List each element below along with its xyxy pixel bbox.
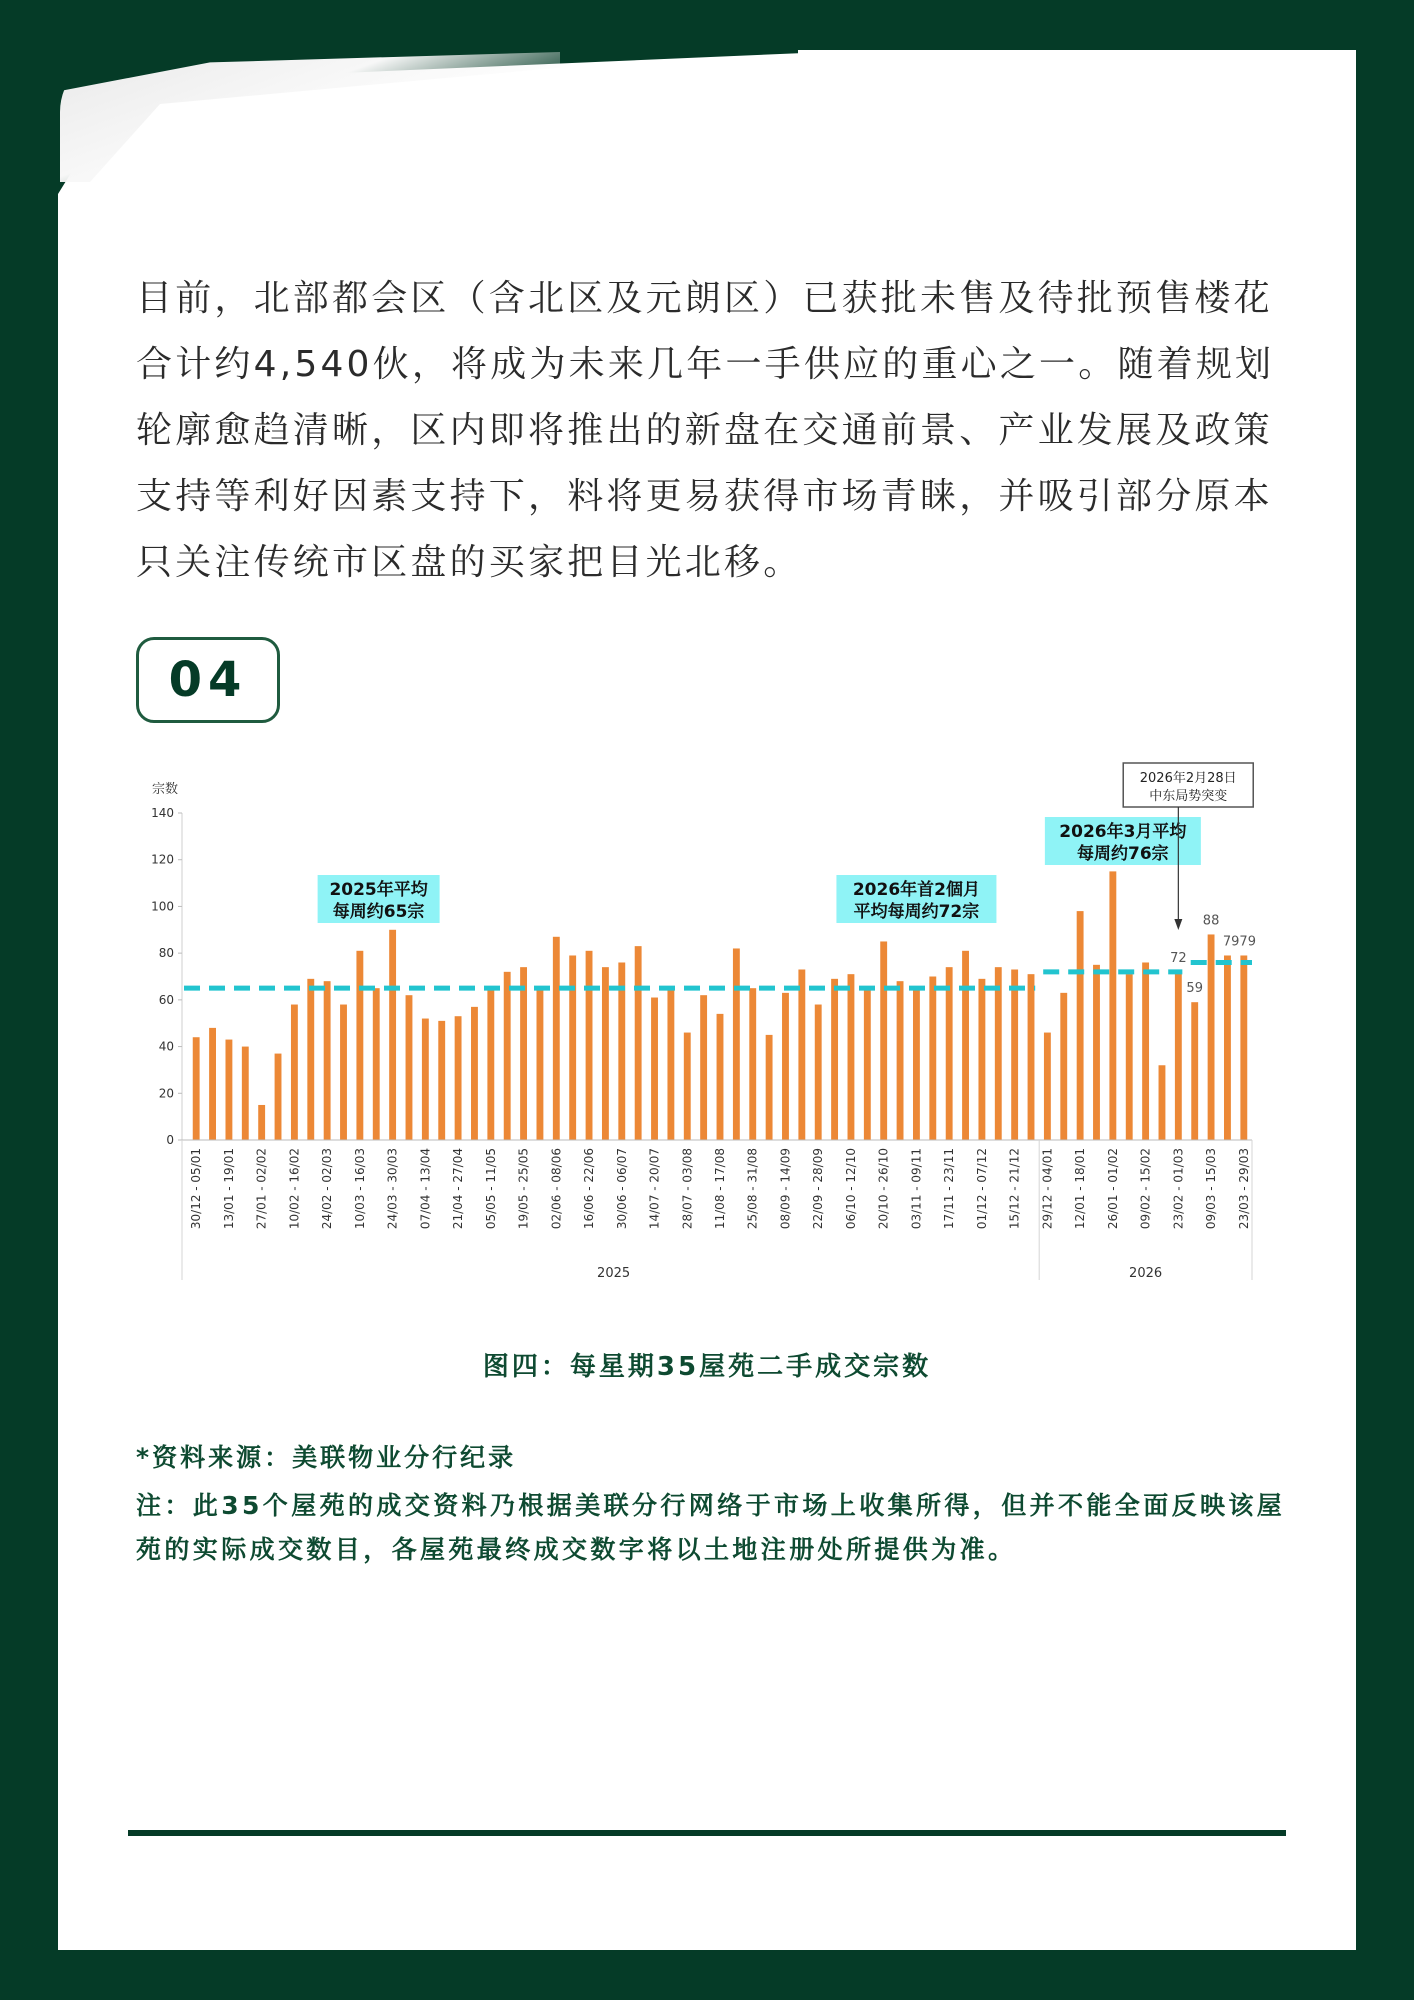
x-tick-label: 23/03 - 29/03: [1236, 1148, 1251, 1230]
x-tick-label: 24/03 - 30/03: [385, 1148, 400, 1230]
avg-label-2025-line1: 2025年平均: [329, 880, 428, 900]
x-tick-label: 17/11 - 23/11: [942, 1148, 957, 1230]
x-tick-label: 05/05 - 11/05: [483, 1148, 498, 1230]
data-label: 59: [1186, 981, 1203, 997]
bar-2026: [1109, 871, 1116, 1140]
bar-2025: [553, 937, 560, 1140]
data-label: 72: [1170, 950, 1187, 966]
bar-2025: [749, 988, 756, 1140]
event-arrow-head: [1174, 919, 1182, 930]
avg-label-2026-jan-feb-line2: 平均每周约72宗: [853, 902, 980, 922]
bar-2025: [504, 972, 511, 1140]
bar-2025: [913, 988, 920, 1140]
x-tick-label: 11/08 - 17/08: [713, 1148, 727, 1230]
bar-2025: [700, 995, 707, 1140]
data-label: 7979: [1222, 934, 1256, 950]
x-tick-label: 07/04 - 13/04: [418, 1148, 433, 1230]
bar-2025: [586, 951, 593, 1140]
x-tick-label: 13/01 - 19/01: [221, 1148, 236, 1230]
y-tick-label: 40: [158, 1039, 174, 1054]
bar-2026: [1093, 965, 1100, 1140]
x-tick-label: 06/10 - 12/10: [843, 1148, 858, 1230]
bar-2026: [1208, 934, 1215, 1140]
x-tick-label: 19/05 - 25/05: [516, 1148, 531, 1230]
bar-2025: [193, 1037, 200, 1140]
bar-2025: [848, 974, 855, 1140]
bar-2025: [537, 988, 544, 1140]
bar-2025: [225, 1040, 232, 1140]
article-paragraph: 目前，北部都会区（含北区及元朗区）已获批未售及待批预售楼花合计约4,540伙，将成为未来几年一手供应的重心之一。随着规划轮廓愈趋清晰，区内即将推出的新盘在交通前景、产业发展及政策支持等利好因素支持下，料将更易获得市场青睐，并吸引部分原本只关注传统市区盘的买家把目光北移。: [136, 278, 1275, 583]
x-tick-label: 21/04 - 27/04: [451, 1148, 466, 1230]
bar-2025: [897, 981, 904, 1140]
event-annotation-line1: 2026年2月28日: [1139, 771, 1237, 786]
x-tick-label: 10/02 - 16/02: [287, 1148, 302, 1230]
y-tick-label: 0: [166, 1133, 174, 1147]
bar-2025: [340, 1005, 347, 1140]
bar-2025: [487, 988, 494, 1140]
bar-2025: [831, 979, 838, 1140]
bar-2025: [635, 946, 642, 1140]
bar-2025: [815, 1005, 822, 1140]
section-number-badge: 04: [136, 637, 280, 723]
bar-2025: [373, 988, 380, 1140]
x-tick-label: 12/01 - 18/01: [1073, 1148, 1088, 1230]
bar-2026: [1240, 955, 1247, 1140]
x-tick-label: 22/09 - 28/09: [811, 1148, 826, 1230]
x-tick-label: 25/08 - 31/08: [745, 1148, 760, 1230]
bar-2025: [242, 1047, 249, 1140]
x-tick-label: 08/09 - 14/09: [778, 1148, 793, 1230]
bar-2025: [946, 967, 953, 1140]
x-tick-label: 29/12 - 04/01: [1040, 1148, 1055, 1230]
x-tick-label: 28/07 - 03/08: [680, 1148, 695, 1230]
bar-2026: [1044, 1033, 1051, 1140]
avg-label-2025-line2: 每周约65宗: [332, 902, 425, 922]
x-tick-label: 26/01 - 01/02: [1105, 1148, 1120, 1230]
x-tick-label: 27/01 - 02/02: [254, 1148, 269, 1230]
event-annotation-line2: 中东局势突变: [1149, 789, 1228, 804]
x-tick-label: 03/11 - 09/11: [909, 1148, 924, 1230]
bar-2026: [1142, 962, 1149, 1140]
bar-2025: [1028, 974, 1035, 1140]
y-tick-label: 80: [158, 946, 174, 961]
avg-label-2026-mar-line2: 每周约76宗: [1077, 844, 1169, 864]
bar-2025: [291, 1005, 298, 1140]
bar-2025: [275, 1054, 282, 1140]
source-note: *资料来源：美联物业分行纪录: [136, 1443, 517, 1472]
x-tick-label: 30/06 - 06/07: [614, 1148, 629, 1230]
bar-2025: [406, 995, 413, 1140]
x-tick-label: 24/02 - 02/03: [320, 1148, 335, 1230]
bar-2025: [1011, 969, 1018, 1140]
bar-2025: [864, 991, 871, 1140]
x-tick-label: 16/06 - 22/06: [582, 1148, 597, 1230]
bar-2025: [798, 969, 805, 1140]
x-group-label-2025: 2025: [597, 1266, 631, 1281]
x-tick-label: 14/07 - 20/07: [647, 1148, 662, 1230]
bar-2025: [324, 981, 331, 1140]
bar-2026: [1224, 955, 1231, 1140]
y-tick-label: 140: [151, 806, 174, 820]
x-tick-label: 02/06 - 08/06: [549, 1148, 564, 1230]
bar-2025: [733, 948, 740, 1140]
bar-2025: [717, 1014, 724, 1140]
bar-2025: [929, 977, 936, 1141]
x-tick-label: 09/02 - 15/02: [1138, 1148, 1153, 1230]
bar-2025: [569, 955, 576, 1140]
figure-caption: 图四：每星期35屋苑二手成交宗数: [482, 1352, 932, 1382]
bar-2026: [1126, 974, 1133, 1140]
y-tick-label: 120: [151, 852, 174, 867]
bar-2026: [1191, 1002, 1198, 1140]
y-axis-label: 宗数: [152, 782, 179, 797]
x-tick-label: 23/02 - 01/03: [1171, 1148, 1186, 1230]
bar-2025: [651, 998, 658, 1140]
chart-svg: [120, 755, 1270, 1285]
avg-label-2026-mar-line1: 2026年3月平均: [1059, 822, 1187, 842]
bar-2025: [962, 951, 969, 1140]
bar-2025: [766, 1035, 773, 1140]
bar-2025: [667, 988, 674, 1140]
bar-2025: [258, 1105, 265, 1140]
disclaimer-note: 注：此35个屋苑的成交资料乃根据美联分行网络于市场上收集所得，但并不能全面反映该屋苑的实际成交数目，各屋苑最终成交数字将以土地注册处所提供为准。: [136, 1491, 1286, 1564]
bar-2025: [209, 1028, 216, 1140]
bar-2025: [422, 1019, 429, 1140]
bar-2025: [978, 979, 985, 1140]
bar-2025: [995, 967, 1002, 1140]
weekly-transactions-chart: [120, 755, 1270, 1285]
x-tick-label: 10/03 - 16/03: [352, 1148, 367, 1230]
bar-2025: [307, 979, 314, 1140]
bar-2025: [389, 930, 396, 1140]
bar-2025: [520, 967, 527, 1140]
y-tick-label: 20: [158, 1086, 174, 1101]
bar-2026: [1175, 972, 1182, 1140]
bar-2026: [1159, 1065, 1166, 1140]
bar-2025: [684, 1033, 691, 1140]
bar-2025: [782, 993, 789, 1140]
bar-2025: [471, 1007, 478, 1140]
bar-2025: [880, 941, 887, 1140]
x-tick-label: 20/10 - 26/10: [876, 1148, 891, 1230]
bottom-rule: [128, 1830, 1286, 1836]
bar-2025: [455, 1016, 462, 1140]
bar-2025: [438, 1021, 445, 1140]
x-tick-label: 01/12 - 07/12: [974, 1148, 989, 1230]
bar-2025: [356, 951, 363, 1140]
y-tick-label: 100: [151, 899, 174, 914]
x-tick-label: 15/12 - 21/12: [1007, 1148, 1022, 1230]
data-label: 88: [1202, 913, 1220, 929]
y-tick-label: 60: [158, 992, 174, 1007]
avg-label-2026-jan-feb-line1: 2026年首2個月: [852, 880, 981, 900]
bar-2025: [602, 967, 609, 1140]
bar-2026: [1060, 993, 1067, 1140]
x-group-label-2026: 2026: [1129, 1266, 1163, 1281]
bar-2026: [1077, 911, 1084, 1140]
x-tick-label: 30/12 - 05/01: [189, 1148, 204, 1230]
x-tick-label: 09/03 - 15/03: [1204, 1148, 1219, 1230]
